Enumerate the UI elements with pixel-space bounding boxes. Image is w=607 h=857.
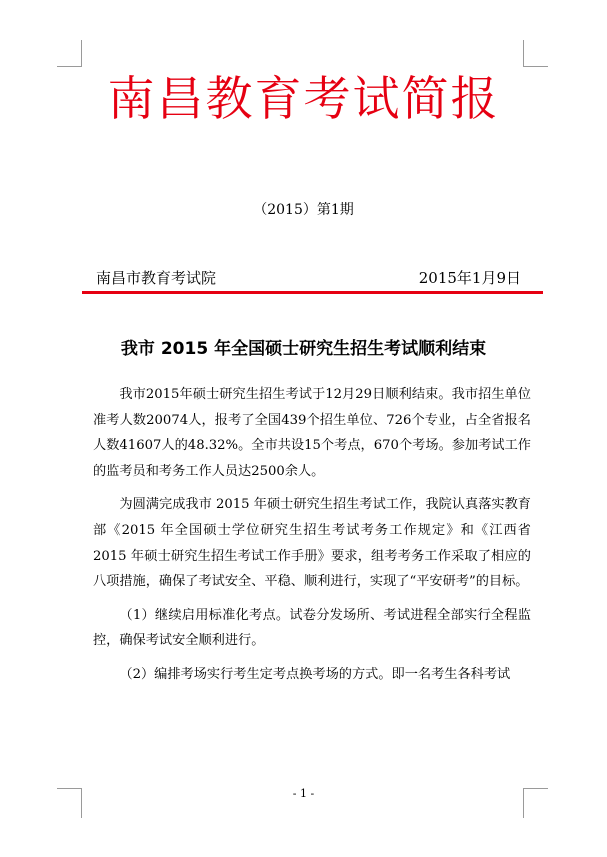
issue-number: （2015）第1期 (253, 202, 354, 218)
page-number: - 1 - (292, 787, 315, 800)
paragraph: （2）编排考场实行考生定考点换考场的方式。即一名考生各科考试 (119, 666, 511, 682)
masthead-title: 南昌教育考试简报 (107, 72, 500, 127)
red-divider-line (82, 291, 543, 294)
paragraph: （1）继续启用标准化考点。试卷分发场所、考试进程全部实行全程监控，确保考试安全顺利进行。 (93, 607, 531, 649)
article-body (93, 382, 531, 688)
crop-mark-top-left-h (57, 66, 82, 67)
publish-date: 2015年1月9日 (418, 269, 521, 287)
article-headline: 我市 2015 年全国硕士研究生招生考试顺利结束 (120, 339, 487, 359)
crop-mark-top-right-v (523, 40, 524, 67)
paragraph: 为圆满完成我市 2015 年硕士研究生招生考试工作，我院认真落实教育部《2015 年全国硕士学位研究生招生考试考务工作规定》和《江西省 2015 年硕士研究生招生考试工作手册》要求，组考考务工作采取了相应的八项措施，确保了考试安全、平稳、顺利进行，实现了“平安研考”的目标。 (93, 497, 531, 590)
crop-mark-top-right-h (523, 66, 548, 67)
publisher-name: 南昌市教育考试院 (96, 269, 217, 287)
paragraph: 我市2015年硕士研究生招生考试于12月29日顺利结束。我市招生单位准考人数20074人，报考了全国439个招生单位、726个专业，占全省报名人数41607人的48.32%。全市共设15个考点，670个考场。参加考试工作的监考员和考务工作人员达2500余人。 (93, 387, 531, 479)
crop-mark-top-left-v (81, 40, 82, 67)
